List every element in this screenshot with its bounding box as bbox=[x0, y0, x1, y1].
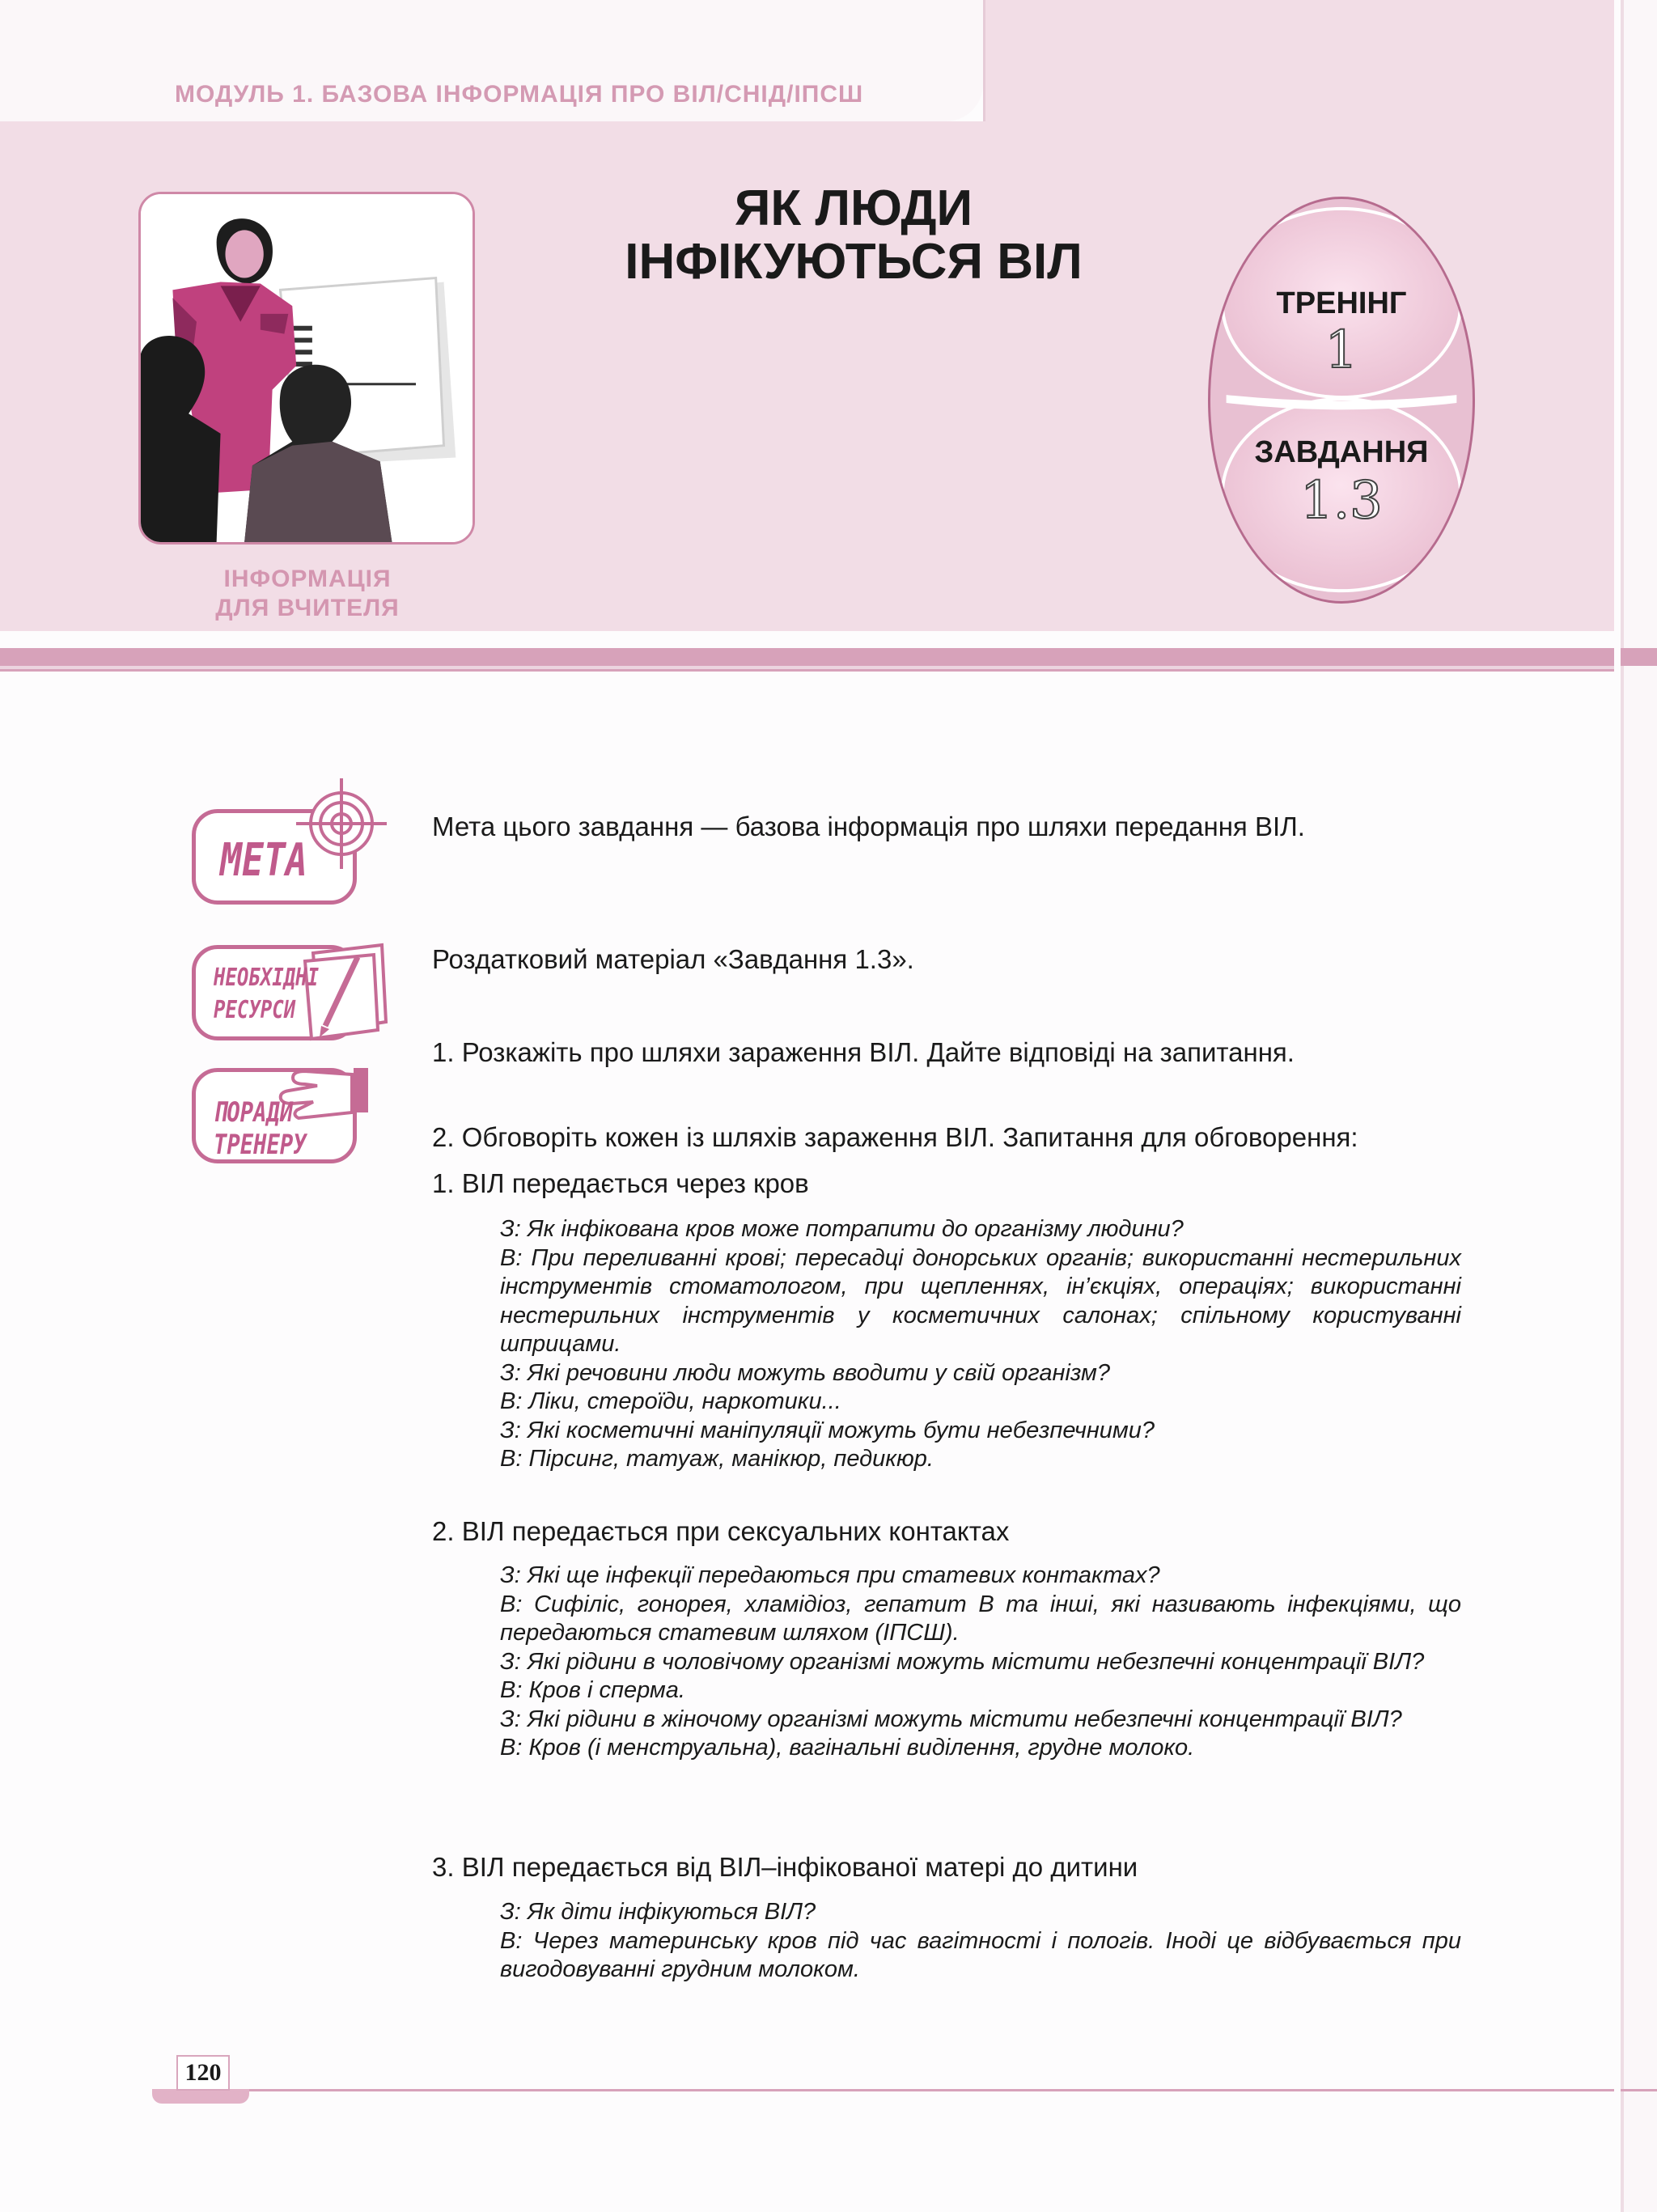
qa-line: З: Які рідини в чоловічому організмі можуть містити небезпечні концентрації ВІЛ? bbox=[500, 1648, 1425, 1675]
qa-line: В: Пірсинг, татуаж, манікюр, педикюр. bbox=[500, 1446, 934, 1472]
qa-line: З: Які ще інфекції передаються при статевих контактах? bbox=[500, 1562, 1160, 1588]
qa-line: В: Кров і сперма. bbox=[500, 1677, 685, 1703]
task-number: 1.3 bbox=[1300, 471, 1383, 531]
teacher-illustration bbox=[138, 192, 475, 545]
section-1-heading: 1. ВІЛ передається через кров bbox=[432, 1168, 809, 1198]
qa-line: З: Як інфікована кров може потрапити до організму людини? bbox=[500, 1216, 1184, 1242]
training-label: ТРЕНІНГ bbox=[1276, 286, 1407, 320]
goal-text: Мета цього завдання — базова інформація про шляхи передання ВІЛ. bbox=[432, 811, 1305, 841]
header-top-right bbox=[983, 0, 1614, 121]
section-2-qa bbox=[500, 1562, 1461, 1763]
resources-badge bbox=[192, 945, 357, 1040]
goal-badge bbox=[192, 809, 357, 905]
module-title: МОДУЛЬ 1. БАЗОВА ІНФОРМАЦІЯ ПРО ВІЛ/СНІД/ІПСШ bbox=[175, 81, 864, 108]
tips-badge bbox=[192, 1068, 357, 1163]
footer-line bbox=[154, 2089, 1614, 2091]
training-task-badge bbox=[1208, 197, 1475, 604]
tips-badge-label: ПОРАДИ ТРЕНЕРУ bbox=[214, 1096, 307, 1161]
qa-line: В: Сифіліс, гонорея, хламідіоз, гепатит В та інші, які називають інфекціями, що передаються статевим шляхом (ІПСШ). bbox=[500, 1591, 1461, 1646]
resources-text: Роздатковий матеріал «Завдання 1.3». bbox=[432, 944, 914, 974]
qa-line: З: Як діти інфікуються ВІЛ? bbox=[500, 1899, 816, 1925]
tip-1-text: 1. Розкажіть про шляхи зараження ВІЛ. Дайте відповіді на запитання. bbox=[432, 1037, 1295, 1067]
goal-badge-label: МЕТА bbox=[220, 834, 307, 887]
section-1-qa bbox=[500, 1215, 1461, 1474]
qa-line: З: Які речовини люди можуть вводити у свій організм? bbox=[500, 1359, 1111, 1386]
resources-badge-label: НЕОБХІДНІ РЕСУРСИ bbox=[214, 964, 320, 1024]
page-number: 120 bbox=[176, 2055, 230, 2091]
section-3-qa bbox=[500, 1898, 1461, 1985]
page-title: ЯК ЛЮДИ ІНФІКУЮТЬСЯ ВІЛ bbox=[625, 180, 1083, 290]
section-2-heading: 2. ВІЛ передається при сексуальних контактах bbox=[432, 1516, 1010, 1546]
qa-line: В: Ліки, стероїди, наркотики... bbox=[500, 1388, 841, 1414]
section-3-heading: 3. ВІЛ передається від ВІЛ–інфікованої матері до дитини bbox=[432, 1852, 1138, 1882]
qa-line: В: Кров (і менструальна), вагінальні виділення, грудне молоко. bbox=[500, 1735, 1195, 1761]
page-edge-strip bbox=[1621, 0, 1657, 2212]
info-for-teacher-label: ІНФОРМАЦІЯ ДЛЯ ВЧИТЕЛЯ bbox=[215, 566, 400, 621]
presentation-scene-icon bbox=[141, 194, 473, 542]
qa-line: В: При переливанні крові; пересадці донорських органів; використанні нестерильних інструментів стоматологом, при щепленнях, ін’єкціях, операціях; використанні нестерильних інструментів у косметичних салонах; спільному користуванні шприцами. bbox=[500, 1244, 1461, 1357]
page-number-tab bbox=[152, 2089, 249, 2104]
header-separator bbox=[0, 648, 1614, 666]
tip-2-text: 2. Обговоріть кожен із шляхів зараження ВІЛ. Запитання для обговорення: bbox=[432, 1122, 1358, 1152]
qa-line: З: Які рідини в жіночому організмі можуть містити небезпечні концентрації ВІЛ? bbox=[500, 1706, 1402, 1732]
qa-line: В: Через материнську кров під час вагітності і пологів. Іноді це відбувається при вигодовуванні грудним молоком. bbox=[500, 1927, 1461, 1982]
qa-line: З: Які косметичні маніпуляції можуть бути небезпечними? bbox=[500, 1417, 1155, 1443]
task-label: ЗАВДАННЯ bbox=[1254, 435, 1429, 469]
training-number: 1 bbox=[1324, 320, 1358, 380]
